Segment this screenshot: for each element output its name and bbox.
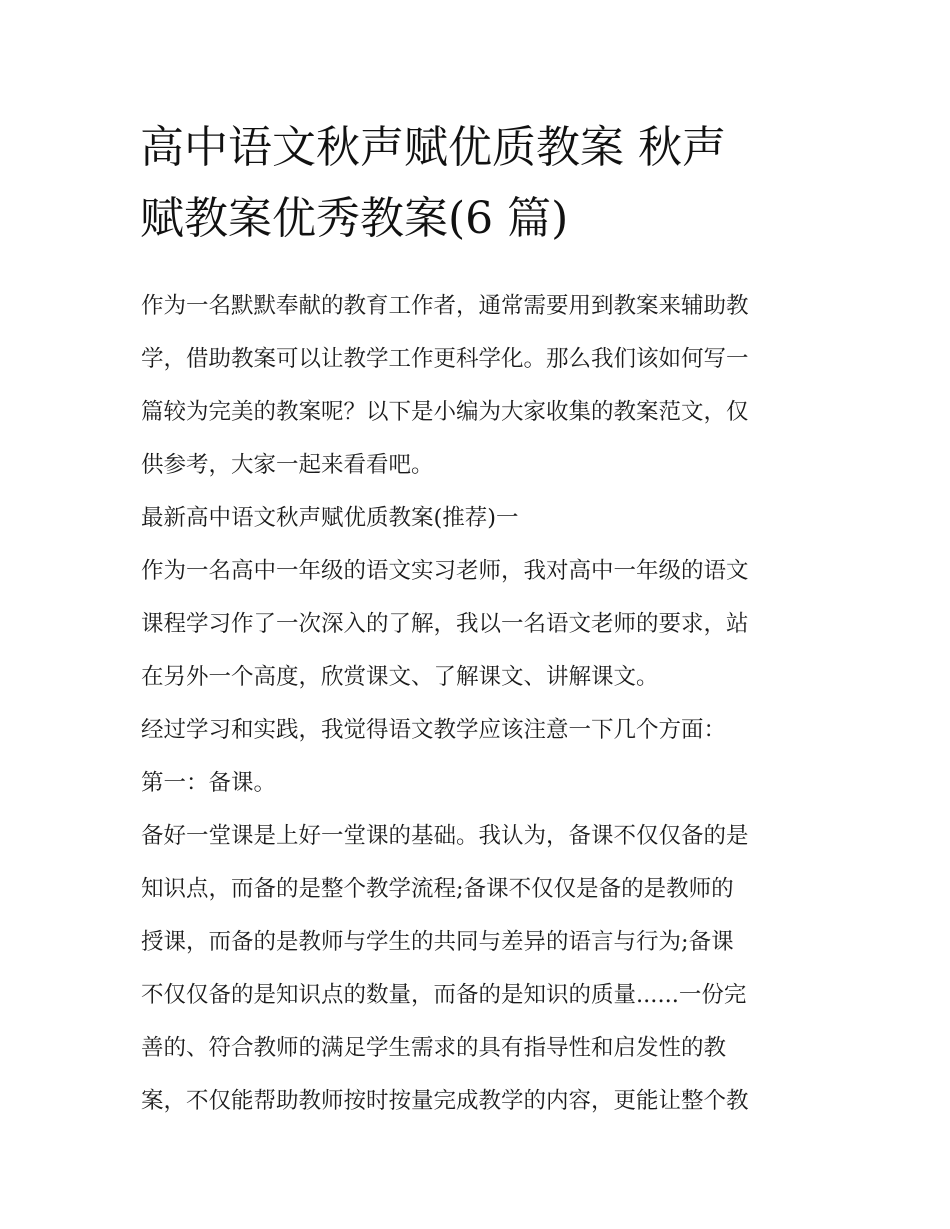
document-title	[140, 112, 820, 254]
document-body	[141, 280, 831, 1128]
paragraph-lesson-prep	[141, 810, 831, 1128]
paragraph-line: 作为一名默默奉献的教育工作者，通常需要用到教案来辅助教	[141, 293, 749, 319]
paragraph-line: 课程学习作了一次深入的了解，我以一名语文老师的要求，站	[141, 611, 749, 637]
paragraph-line: 知识点，而备的是整个教学流程;备课不仅仅是备的是教师的	[141, 876, 734, 902]
paragraph-line: 学，借助教案可以让教学工作更科学化。那么我们该如何写一	[141, 346, 749, 372]
title-line-1: 高中语文秋声赋优质教案 秋声	[140, 122, 726, 173]
paragraph-line: 备好一堂课是上好一堂课的基础。我认为，备课不仅仅备的是	[141, 823, 749, 849]
subheading-text: 第一：备课。	[141, 770, 277, 796]
section-heading-text: 最新高中语文秋声赋优质教案(推荐)一	[141, 505, 519, 531]
subheading-first	[141, 757, 831, 810]
paragraph-line: 供参考，大家一起来看看吧。	[141, 452, 434, 478]
paragraph-experience	[141, 545, 831, 704]
paragraph-line: 作为一名高中一年级的语文实习老师，我对高中一年级的语文	[141, 558, 749, 584]
paragraph-line: 经过学习和实践，我觉得语文教学应该注意一下几个方面：	[141, 717, 727, 743]
paragraph-line: 善的、符合教师的满足学生需求的具有指导性和启发性的教	[141, 1035, 727, 1061]
paragraph-line: 篇较为完美的教案呢？以下是小编为大家收集的教案范文，仅	[141, 399, 749, 425]
paragraph-line: 案，不仅能帮助教师按时按量完成教学的内容，更能让整个教	[141, 1088, 749, 1114]
paragraph-line: 不仅仅备的是知识点的数量，而备的是知识的质量......一份完	[141, 982, 747, 1008]
paragraph-line: 授课，而备的是教师与学生的共同与差异的语言与行为;备课	[141, 929, 734, 955]
title-line-2: 赋教案优秀教案(6 篇)	[140, 193, 569, 244]
paragraph-aspects	[141, 704, 831, 757]
paragraph-intro	[141, 280, 831, 492]
paragraph-line: 在另外一个高度，欣赏课文、了解课文、讲解课文。	[141, 664, 659, 690]
section-heading	[141, 492, 831, 545]
